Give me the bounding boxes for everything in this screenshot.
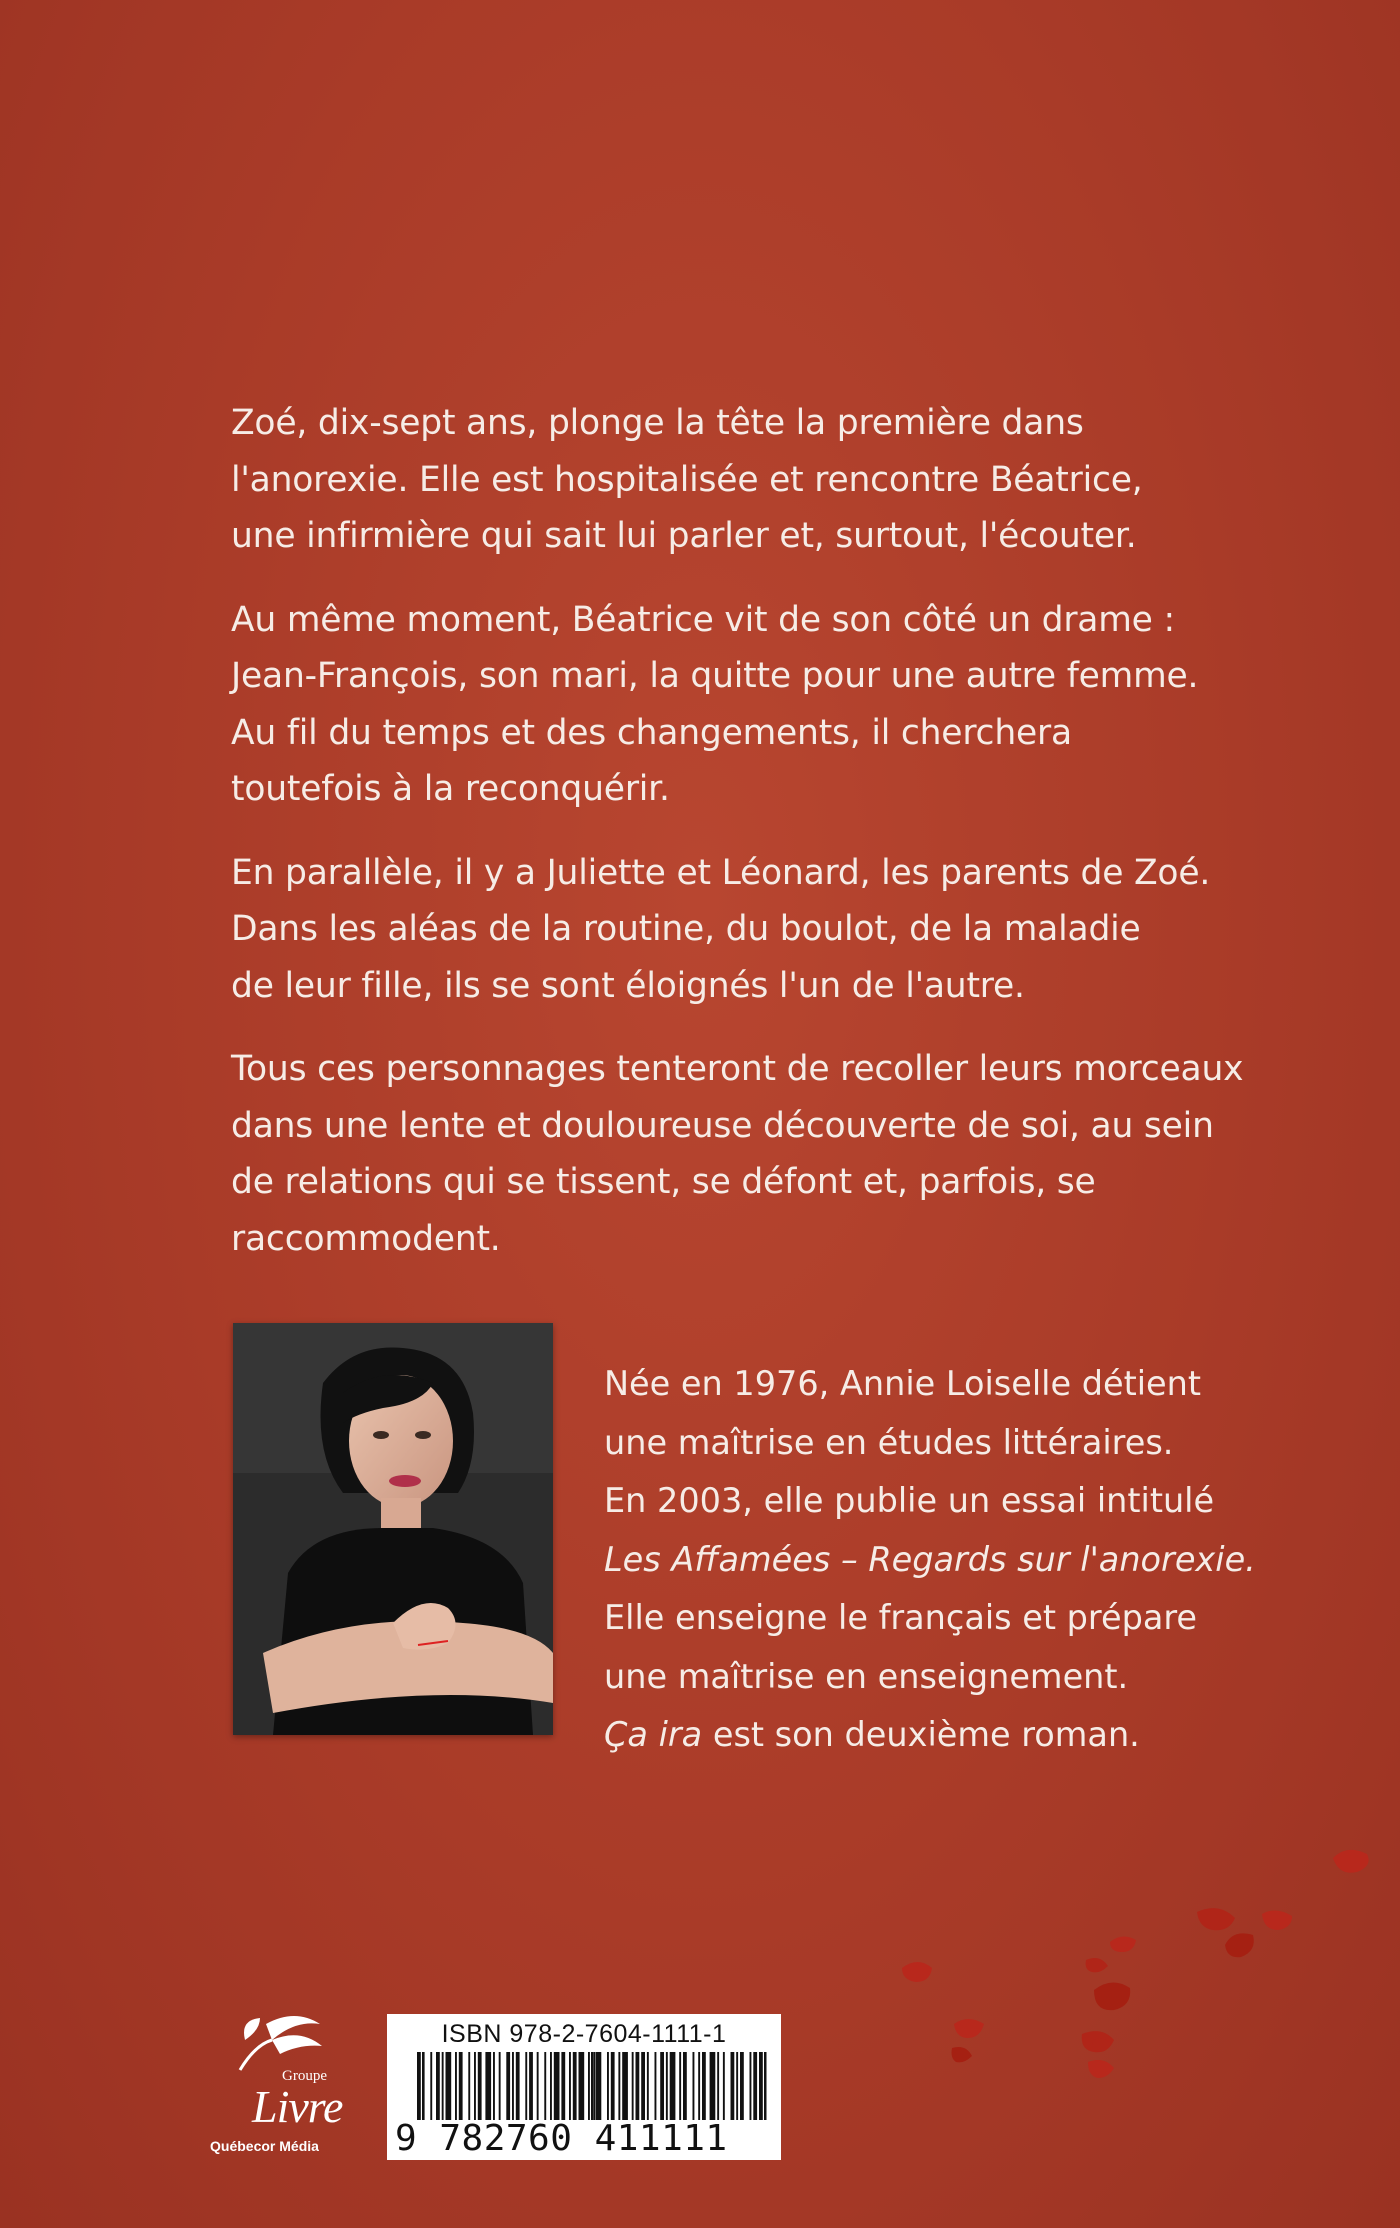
bio-line: une maîtrise en études littéraires. — [604, 1422, 1174, 1462]
bio-line — [604, 1706, 1304, 1765]
blurb-line: raccommodent. — [231, 1218, 501, 1259]
author-photo — [233, 1323, 553, 1735]
bio-line: Née en 1976, Annie Loiselle détient — [604, 1364, 1202, 1403]
petal — [1086, 1958, 1108, 1972]
blurb-paragraph — [231, 395, 1261, 565]
isbn-barcode-box — [387, 2014, 781, 2160]
petal — [952, 2047, 973, 2062]
bio-line: Elle enseigne le français et prépare — [604, 1598, 1198, 1637]
bio-line-rest: est son deuxième roman. — [702, 1715, 1140, 1754]
blurb-line: En parallèle, il y a Juliette et Léonard, les parents de Zoé. — [231, 852, 1211, 893]
petal — [1088, 2060, 1114, 2078]
blurb-line: Tous ces personnages tenteront de recoller leurs morceaux — [231, 1049, 1244, 1089]
isbn-label: ISBN 978-2-7604-1111-1 — [441, 2020, 727, 2048]
bio-line: une maîtrise en enseignement. — [604, 1656, 1129, 1696]
blurb-text — [231, 395, 1261, 1294]
blurb-line: dans une lente et douloureuse découverte de soi, au sein — [231, 1105, 1214, 1146]
blurb-line: l'anorexie. Elle est hospitalisée et rencontre Béatrice, — [231, 459, 1143, 500]
publisher-logo — [200, 2010, 370, 2160]
publisher-groupe: Groupe — [282, 2068, 327, 2084]
publisher-livre: Livre — [252, 2081, 343, 2132]
blurb-paragraph — [231, 845, 1261, 1015]
petal — [1262, 1910, 1292, 1930]
petal — [1082, 2031, 1114, 2052]
petal — [1093, 2039, 1111, 2052]
blurb-line: toutefois à la reconquérir. — [231, 769, 670, 809]
petal — [902, 1962, 932, 1982]
essay-title: Les Affamées – Regards sur l'anorexie. — [604, 1539, 1256, 1579]
blurb-paragraph — [231, 1041, 1261, 1267]
publisher-media: Québecor Média — [210, 2138, 319, 2154]
blurb-line: une infirmière qui sait lui parler et, surtout, l'écouter. — [231, 516, 1137, 556]
blurb-paragraph — [231, 592, 1261, 818]
blurb-line: Jean-François, son mari, la quitte pour une autre femme. — [231, 656, 1199, 696]
blurb-line: de leur fille, ils se sont éloignés l'un de l'autre. — [231, 965, 1025, 1006]
blurb-line: Au fil du temps et des changements, il cherchera — [231, 712, 1072, 753]
blurb-line: Dans les aléas de la routine, du boulot, de la maladie — [231, 909, 1141, 949]
author-portrait-image — [233, 1323, 553, 1735]
petal — [1197, 1908, 1235, 1930]
blurb-line: de relations qui se tissent, se défont et, parfois, se — [231, 1162, 1096, 1202]
barcode-digits: 9 782760 411111 — [395, 2120, 775, 2158]
author-bio — [604, 1355, 1304, 1765]
petal — [1333, 1850, 1369, 1873]
petal — [1225, 1933, 1254, 1957]
petal — [954, 2019, 984, 2038]
blurb-line: Au même moment, Béatrice vit de son côté un drame : — [231, 599, 1175, 640]
blurb-line: Zoé, dix-sept ans, plonge la tête la première dans — [231, 403, 1084, 443]
bio-line: En 2003, elle publie un essai intitulé — [604, 1481, 1215, 1520]
bio-line — [604, 1531, 1304, 1590]
novel-title: Ça ira — [604, 1715, 703, 1754]
petal — [1094, 1982, 1130, 2010]
petal — [1110, 1936, 1136, 1952]
